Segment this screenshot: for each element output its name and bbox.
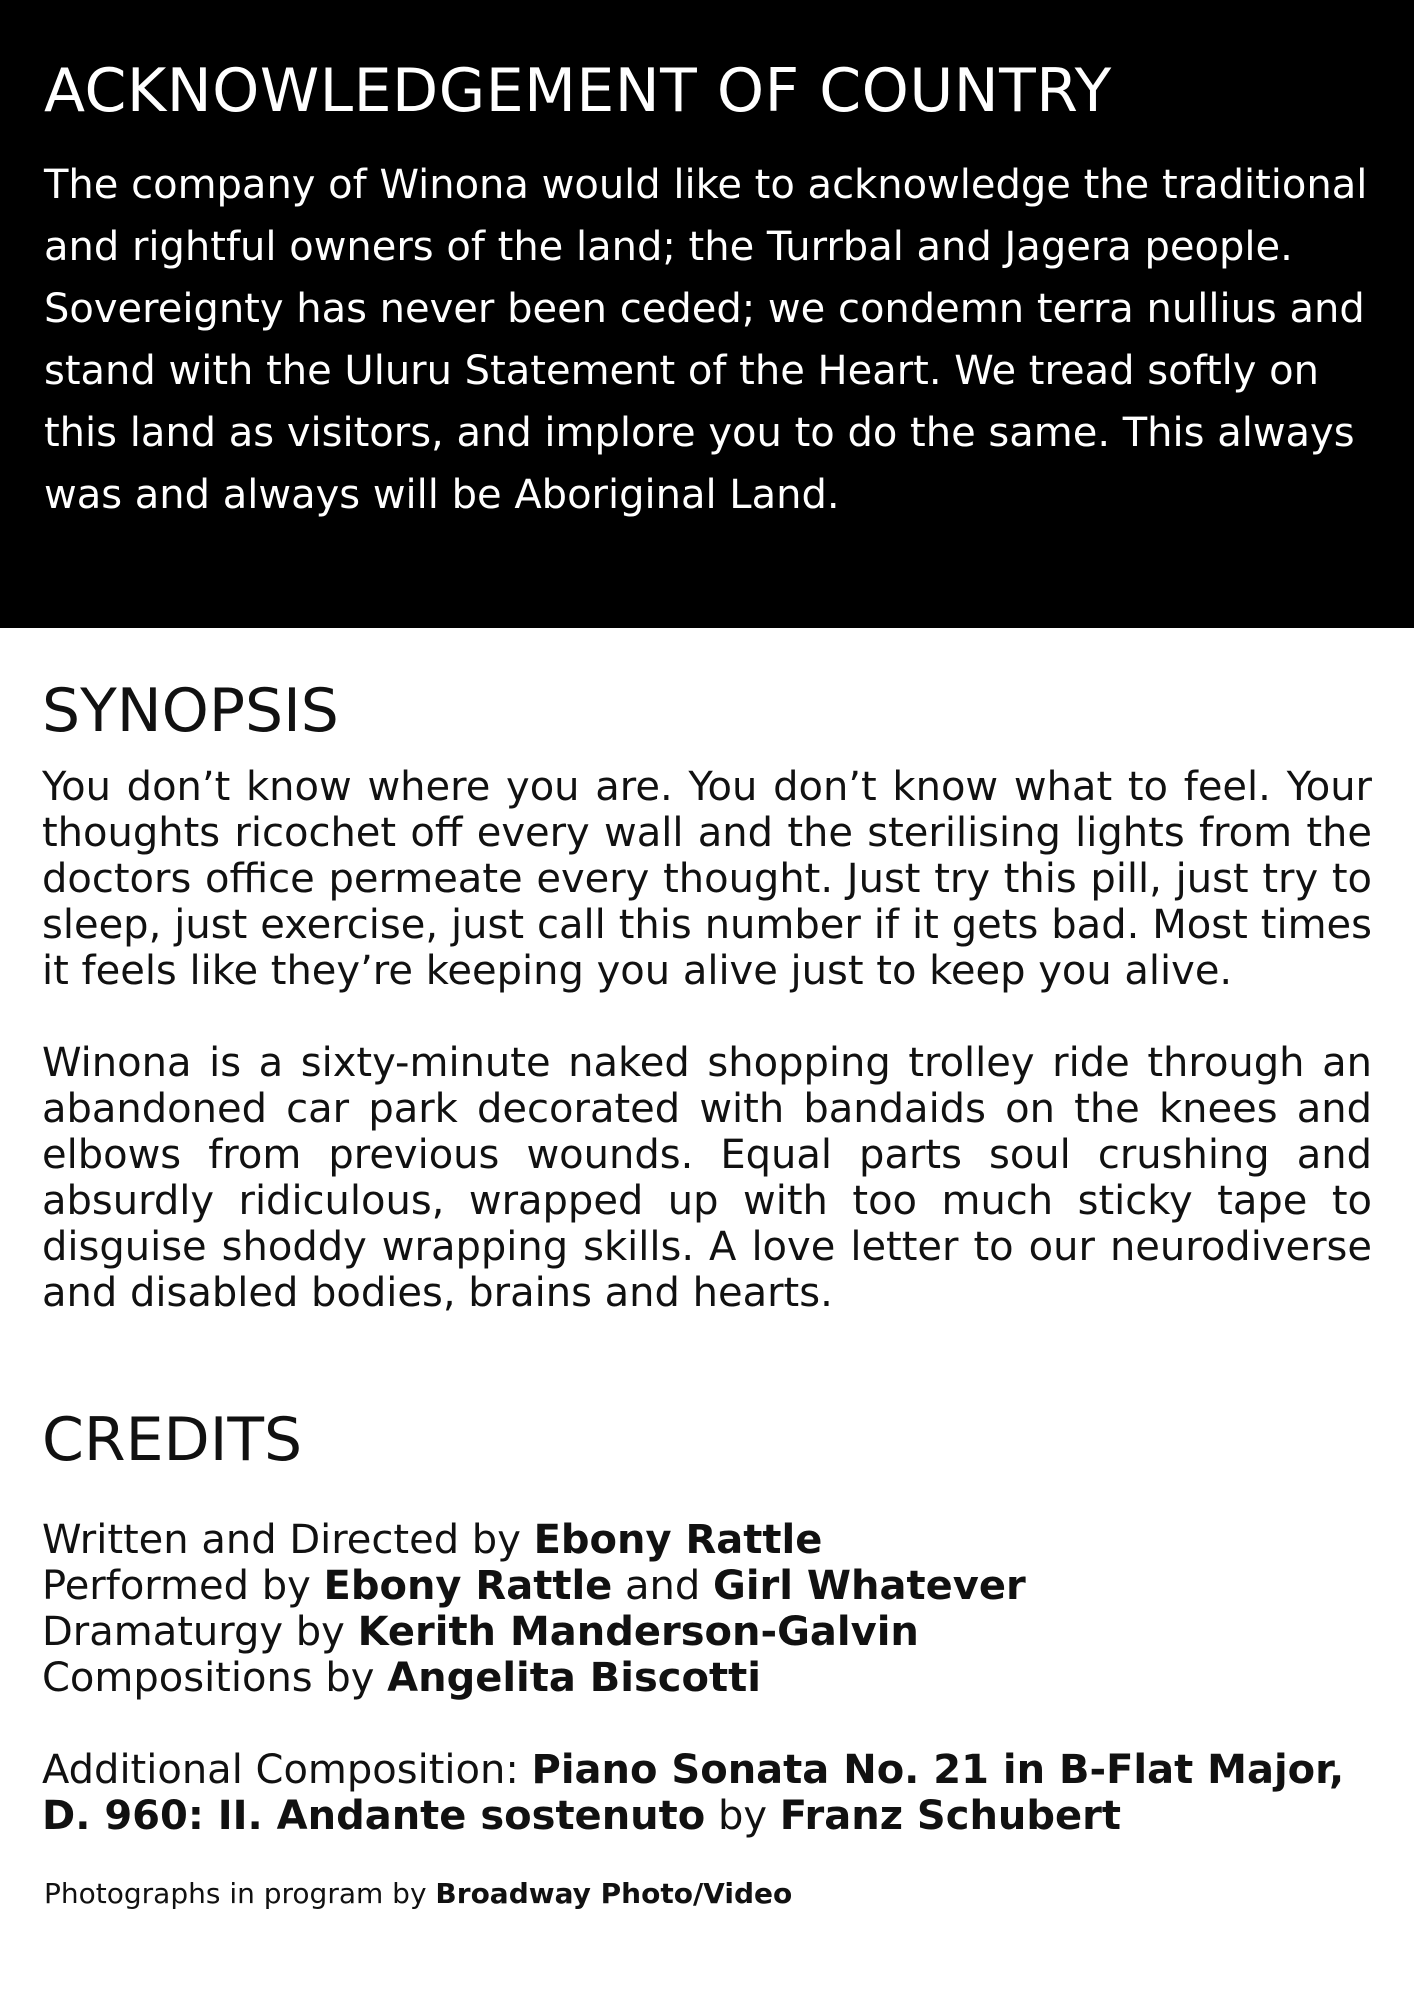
- credits-section: [42, 1405, 1372, 1839]
- credit-name: Ebony Rattle: [323, 1563, 613, 1609]
- additional-composer: Franz Schubert: [779, 1793, 1121, 1839]
- credit-list: [42, 1517, 1372, 1701]
- synopsis-title: SYNOPSIS: [42, 676, 339, 746]
- additional-composition: [42, 1747, 1372, 1839]
- credit-name-2: Girl Whatever: [713, 1563, 1026, 1609]
- acknowledgement-title: ACKNOWLEDGEMENT OF COUNTRY: [44, 56, 1112, 126]
- credits-title: CREDITS: [42, 1405, 303, 1475]
- credit-label: Written and Directed by: [42, 1517, 534, 1563]
- photo-credit-label: Photographs in program by: [44, 1877, 436, 1910]
- additional-label: Additional Composition:: [42, 1747, 532, 1793]
- credit-label: Performed by: [42, 1563, 324, 1609]
- credit-compositions: [42, 1655, 1372, 1701]
- credit-performers: [42, 1563, 1372, 1609]
- additional-work: Piano Sonata No. 21 in B-Flat Major, D. 960: II. Andante sostenuto: [42, 1747, 1345, 1839]
- additional-by: by: [705, 1793, 780, 1839]
- credit-joiner: and: [612, 1563, 713, 1609]
- acknowledgement-section: [0, 0, 1414, 628]
- credit-name: Kerith Manderson-Galvin: [357, 1609, 919, 1655]
- acknowledgement-body: The company of Winona would like to acknowledge the traditional and rightful owners of the land; the Turrbal and Jagera people. Sovereignty has never been ceded; we condemn terra nullius and stand with the Uluru Statement of the Heart. We tread softly on this land as visitors, and implore you to do the same. This always was and always will be Aboriginal Land.: [44, 162, 1368, 518]
- synopsis-paragraph-2: Winona is a sixty-minute naked shopping trolley ride through an abandoned car park decorated with bandaids on the knees and elbows from previous wounds. Equal parts soul crushing and absurdly ridiculous, wrapped up with too much sticky tape to disguise shoddy wrapping skills. A love letter to our neurodiverse and disabled bodies, brains and hearts.: [42, 1040, 1372, 1316]
- photo-credit-name: Broadway Photo/Video: [435, 1877, 793, 1910]
- credit-label: Compositions by: [42, 1655, 388, 1701]
- credit-name: Angelita Biscotti: [387, 1655, 761, 1701]
- photo-credit: [44, 1877, 792, 1911]
- credit-name: Ebony Rattle: [533, 1517, 823, 1563]
- credit-dramaturgy: [42, 1609, 1372, 1655]
- synopsis-section: [42, 676, 1372, 1316]
- credit-writer-director: [42, 1517, 1372, 1563]
- credit-label: Dramaturgy by: [42, 1609, 358, 1655]
- synopsis-paragraph-1: You don’t know where you are. You don’t know what to feel. Your thoughts ricochet off every wall and the sterilising lights from the doctors office permeate every thought. Just try this pill, just try to sleep, just exercise, just call this number if it gets bad. Most times it feels like they’re keeping you alive just to keep you alive.: [42, 764, 1372, 994]
